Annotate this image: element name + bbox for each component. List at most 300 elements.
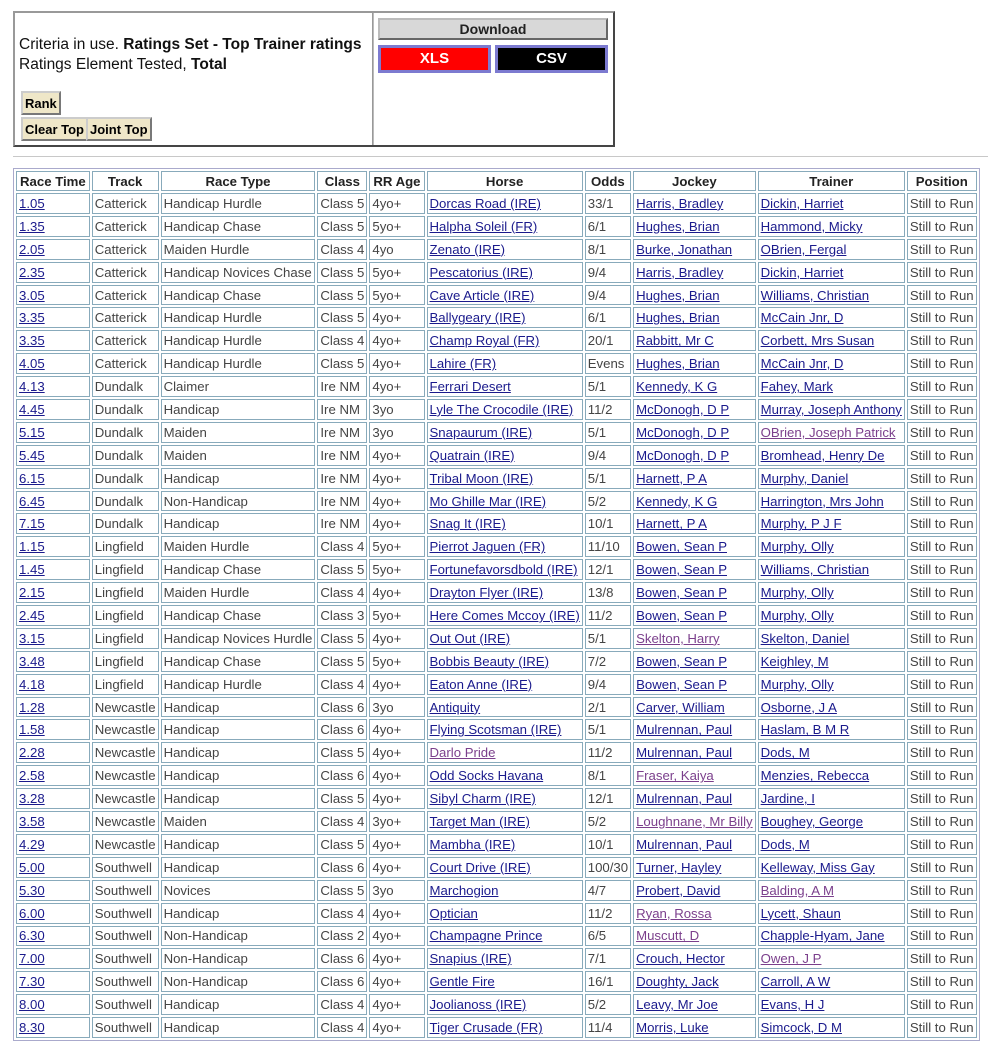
jockey-link[interactable]: Skelton, Harry (636, 630, 720, 646)
cell-track: Lingfield (92, 559, 159, 580)
jockey-link[interactable]: Leavy, Mr Joe (636, 997, 718, 1013)
cell-class: Class 6 (317, 948, 367, 969)
horse-link[interactable]: Bobbis Beauty (IRE) (429, 653, 549, 669)
cell-jockey (633, 742, 756, 763)
horse-link[interactable]: Zenato (IRE) (429, 241, 506, 257)
cell-class: Class 4 (317, 811, 367, 832)
race-time-link[interactable]: 5.45 (19, 447, 45, 463)
race-time-link[interactable]: 1.28 (19, 699, 45, 715)
jockey-link[interactable]: McDonogh, D P (636, 424, 730, 440)
table-header-row (16, 171, 977, 191)
jockey-link[interactable]: McDonogh, D P (636, 401, 730, 417)
trainer-link[interactable]: OBrien, Fergal (760, 241, 847, 257)
cell-class: Class 6 (317, 971, 367, 992)
cell-track: Dundalk (92, 513, 159, 534)
horse-link[interactable]: Pierrot Jaguen (FR) (429, 539, 546, 555)
cell-trainer (758, 880, 905, 901)
column-header-position: Position (907, 171, 977, 191)
cell-race-type: Handicap Chase (161, 651, 316, 672)
cell-race-time (16, 513, 90, 534)
race-time-link[interactable]: 4.29 (19, 836, 45, 852)
jockey-link[interactable]: Fraser, Kaiya (636, 768, 714, 784)
jockey-link[interactable]: Mulrennan, Paul (636, 745, 733, 761)
horse-link[interactable]: Out Out (IRE) (429, 630, 511, 646)
cell-race-type: Handicap (161, 903, 316, 924)
cell-class: Class 4 (317, 536, 367, 557)
jockey-link[interactable]: Muscutt, D (636, 928, 700, 944)
horse-link[interactable]: Eaton Anne (IRE) (429, 676, 533, 692)
jockey-link[interactable]: Carver, William (636, 699, 725, 715)
jockey-link[interactable]: Turner, Hayley (636, 859, 722, 875)
trainer-link[interactable]: Dods, M (760, 836, 810, 852)
trainer-link[interactable]: Murphy, Olly (760, 539, 834, 555)
race-time-link[interactable]: 3.35 (19, 333, 45, 349)
jockey-link[interactable]: Hughes, Brian (636, 310, 720, 326)
table-row (16, 903, 977, 924)
cell-rr-age: 4yo+ (369, 719, 424, 740)
cell-race-time (16, 468, 90, 489)
trainer-link[interactable]: Skelton, Daniel (760, 630, 850, 646)
cell-rr-age: 5yo+ (369, 605, 424, 626)
xls-download-button[interactable]: XLS (378, 45, 491, 73)
race-time-link[interactable]: 5.00 (19, 859, 45, 875)
table-row (16, 513, 977, 534)
cell-jockey (633, 971, 756, 992)
clear-top-button[interactable]: Clear Top (21, 117, 88, 141)
race-time-link[interactable]: 5.15 (19, 424, 45, 440)
horse-link[interactable]: Champagne Prince (429, 928, 543, 944)
horse-link[interactable]: Dorcas Road (IRE) (429, 195, 541, 211)
cell-odds: 11/10 (585, 536, 631, 557)
cell-jockey (633, 697, 756, 718)
horse-link[interactable]: Champ Royal (FR) (429, 333, 540, 349)
cell-rr-age: 4yo+ (369, 193, 424, 214)
trainer-link[interactable]: Fahey, Mark (760, 379, 833, 395)
cell-jockey (633, 719, 756, 740)
trainer-link[interactable]: Chapple-Hyam, Jane (760, 928, 885, 944)
trainer-link[interactable]: Hammond, Micky (760, 218, 863, 234)
table-row (16, 399, 977, 420)
race-time-link[interactable]: 1.15 (19, 539, 45, 555)
table-row (16, 559, 977, 580)
jockey-link[interactable]: Kennedy, K G (636, 493, 718, 509)
trainer-link[interactable]: Murphy, Olly (760, 585, 834, 601)
cell-horse (427, 926, 583, 947)
jockey-link[interactable]: Bowen, Sean P (636, 653, 727, 669)
table-row (16, 834, 977, 855)
trainer-link[interactable]: Lycett, Shaun (760, 905, 841, 921)
cell-class: Class 5 (317, 307, 367, 328)
table-row (16, 239, 977, 260)
trainer-link[interactable]: Osborne, J A (760, 699, 837, 715)
csv-download-button[interactable]: CSV (495, 45, 608, 73)
cell-track: Catterick (92, 285, 159, 306)
horse-link[interactable]: Lahire (FR) (429, 356, 497, 372)
race-time-link[interactable]: 6.15 (19, 470, 45, 486)
cell-track: Lingfield (92, 605, 159, 626)
cell-track: Dundalk (92, 376, 159, 397)
cell-race-type: Novices (161, 880, 316, 901)
cell-track: Newcastle (92, 765, 159, 786)
column-header-horse: Horse (427, 171, 583, 191)
cell-trainer (758, 376, 905, 397)
race-time-link[interactable]: 3.35 (19, 310, 45, 326)
cell-jockey (633, 193, 756, 214)
race-time-link[interactable]: 4.45 (19, 401, 45, 417)
jockey-link[interactable]: Probert, David (636, 882, 721, 898)
horse-link[interactable]: Optician (429, 905, 478, 921)
cell-class: Class 5 (317, 651, 367, 672)
trainer-link[interactable]: Murphy, P J F (760, 516, 842, 532)
race-time-link[interactable]: 3.28 (19, 791, 45, 807)
cell-rr-age: 4yo+ (369, 1017, 424, 1038)
cell-trainer (758, 926, 905, 947)
cell-race-time (16, 994, 90, 1015)
cell-horse (427, 903, 583, 924)
cell-track: Southwell (92, 994, 159, 1015)
cell-race-time (16, 651, 90, 672)
trainer-link[interactable]: Dods, M (760, 745, 810, 761)
cell-track: Southwell (92, 971, 159, 992)
cell-trainer (758, 330, 905, 351)
cell-rr-age: 4yo+ (369, 788, 424, 809)
race-time-link[interactable]: 2.45 (19, 607, 45, 623)
trainer-link[interactable]: Dickin, Harriet (760, 264, 844, 280)
jockey-link[interactable]: Hughes, Brian (636, 356, 720, 372)
race-time-link[interactable]: 8.00 (19, 997, 45, 1013)
cell-odds: 5/1 (585, 628, 631, 649)
cell-trainer (758, 971, 905, 992)
race-time-link[interactable]: 8.30 (19, 1020, 45, 1035)
cell-trainer (758, 994, 905, 1015)
cell-rr-age: 4yo+ (369, 582, 424, 603)
cell-horse (427, 216, 583, 237)
horse-link[interactable]: Flying Scotsman (IRE) (429, 722, 562, 738)
trainer-link[interactable]: Carroll, A W (760, 974, 831, 990)
table-row (16, 445, 977, 466)
race-time-link[interactable]: 1.35 (19, 218, 45, 234)
trainer-link[interactable]: Murphy, Daniel (760, 470, 849, 486)
cell-track: Dundalk (92, 422, 159, 443)
cell-horse (427, 628, 583, 649)
cell-race-time (16, 948, 90, 969)
trainer-link[interactable]: Simcock, D M (760, 1020, 842, 1035)
cell-jockey (633, 582, 756, 603)
cell-track: Dundalk (92, 445, 159, 466)
race-time-link[interactable]: 6.45 (19, 493, 45, 509)
trainer-link[interactable]: Williams, Christian (760, 562, 870, 578)
jockey-link[interactable]: Bowen, Sean P (636, 562, 727, 578)
horse-link[interactable]: Joolianoss (IRE) (429, 997, 527, 1013)
trainer-link[interactable]: OBrien, Joseph Patrick (760, 424, 896, 440)
column-header-track: Track (92, 171, 159, 191)
cell-rr-age: 3yo (369, 880, 424, 901)
jockey-link[interactable]: Harnett, P A (636, 470, 707, 486)
cell-track: Southwell (92, 948, 159, 969)
cell-position: Still to Run (907, 239, 977, 260)
cell-jockey (633, 422, 756, 443)
cell-race-type: Handicap (161, 788, 316, 809)
cell-trainer (758, 788, 905, 809)
table-row (16, 628, 977, 649)
trainer-link[interactable]: Murray, Joseph Anthony (760, 401, 902, 417)
race-time-link[interactable]: 3.58 (19, 813, 45, 829)
cell-race-time (16, 399, 90, 420)
race-time-link[interactable]: 2.35 (19, 264, 45, 280)
cell-rr-age: 5yo+ (369, 559, 424, 580)
race-time-link[interactable]: 1.45 (19, 562, 45, 578)
jockey-link[interactable]: Loughnane, Mr Billy (636, 813, 753, 829)
horse-link[interactable]: Tiger Crusade (FR) (429, 1020, 543, 1035)
cell-position: Still to Run (907, 422, 977, 443)
cell-class: Class 5 (317, 285, 367, 306)
cell-track: Lingfield (92, 536, 159, 557)
race-time-link[interactable]: 4.18 (19, 676, 45, 692)
jockey-link[interactable]: Hughes, Brian (636, 218, 720, 234)
cell-jockey (633, 468, 756, 489)
cell-jockey (633, 605, 756, 626)
race-time-link[interactable]: 1.05 (19, 195, 45, 211)
trainer-link[interactable]: Murphy, Olly (760, 607, 834, 623)
cell-odds: 5/2 (585, 491, 631, 512)
table-row (16, 582, 977, 603)
jockey-link[interactable]: Doughty, Jack (636, 974, 719, 990)
cell-race-time (16, 971, 90, 992)
column-header-trainer: Trainer (758, 171, 905, 191)
cell-horse (427, 239, 583, 260)
cell-rr-age: 4yo+ (369, 353, 424, 374)
jockey-link[interactable]: Hughes, Brian (636, 287, 720, 303)
cell-horse (427, 536, 583, 557)
jockey-link[interactable]: Harnett, P A (636, 516, 707, 532)
cell-jockey (633, 559, 756, 580)
column-header-jockey: Jockey (633, 171, 756, 191)
trainer-link[interactable]: Menzies, Rebecca (760, 768, 870, 784)
cell-class: Class 5 (317, 559, 367, 580)
cell-track: Dundalk (92, 491, 159, 512)
cell-horse (427, 262, 583, 283)
cell-race-type: Maiden (161, 422, 316, 443)
horse-link[interactable]: Drayton Flyer (IRE) (429, 585, 544, 601)
trainer-link[interactable]: Balding, A M (760, 882, 834, 898)
horse-link[interactable]: Quatrain (IRE) (429, 447, 515, 463)
cell-odds: 6/1 (585, 307, 631, 328)
trainer-link[interactable]: Murphy, Olly (760, 676, 834, 692)
cell-track: Lingfield (92, 674, 159, 695)
cell-class: Class 2 (317, 926, 367, 947)
race-time-link[interactable]: 2.05 (19, 241, 45, 257)
horse-link[interactable]: Halpha Soleil (FR) (429, 218, 538, 234)
cell-rr-age: 4yo+ (369, 445, 424, 466)
table-row (16, 285, 977, 306)
trainer-link[interactable]: Owen, J P (760, 951, 822, 967)
cell-odds: 6/1 (585, 216, 631, 237)
horse-link[interactable]: Lyle The Crocodile (IRE) (429, 401, 574, 417)
jockey-link[interactable]: Bowen, Sean P (636, 607, 727, 623)
trainer-link[interactable]: Bromhead, Henry De (760, 447, 885, 463)
jockey-link[interactable]: Bowen, Sean P (636, 539, 727, 555)
cell-race-time (16, 353, 90, 374)
cell-position: Still to Run (907, 651, 977, 672)
cell-trainer (758, 422, 905, 443)
horse-link[interactable]: Court Drive (IRE) (429, 859, 531, 875)
race-time-link[interactable]: 1.58 (19, 722, 45, 738)
horse-link[interactable]: Antiquity (429, 699, 481, 715)
cell-track: Catterick (92, 353, 159, 374)
race-time-link[interactable]: 3.15 (19, 630, 45, 646)
cell-odds: 20/1 (585, 330, 631, 351)
cell-class: Class 5 (317, 193, 367, 214)
rank-button[interactable]: Rank (21, 91, 61, 115)
jockey-link[interactable]: McDonogh, D P (636, 447, 730, 463)
race-time-link[interactable]: 7.00 (19, 951, 45, 967)
cell-trainer (758, 582, 905, 603)
cell-rr-age: 4yo+ (369, 742, 424, 763)
cell-track: Catterick (92, 262, 159, 283)
cell-class: Ire NM (317, 445, 367, 466)
jockey-link[interactable]: Harris, Bradley (636, 264, 724, 280)
cell-jockey (633, 811, 756, 832)
cell-jockey (633, 399, 756, 420)
jockey-link[interactable]: Rabbitt, Mr C (636, 333, 714, 349)
trainer-link[interactable]: Keighley, M (760, 653, 829, 669)
joint-top-button[interactable]: Joint Top (86, 117, 152, 141)
horse-link[interactable]: Here Comes Mccoy (IRE) (429, 607, 580, 623)
horse-link[interactable]: Marchogion (429, 882, 499, 898)
trainer-link[interactable]: McCain Jnr, D (760, 356, 844, 372)
horse-link[interactable]: Mo Ghille Mar (IRE) (429, 493, 547, 509)
cell-jockey (633, 834, 756, 855)
cell-race-type: Claimer (161, 376, 316, 397)
cell-trainer (758, 193, 905, 214)
table-row (16, 674, 977, 695)
race-time-link[interactable]: 6.30 (19, 928, 45, 944)
cell-odds: 11/2 (585, 903, 631, 924)
cell-horse (427, 193, 583, 214)
jockey-link[interactable]: Harris, Bradley (636, 195, 724, 211)
cell-rr-age: 4yo+ (369, 307, 424, 328)
cell-trainer (758, 674, 905, 695)
cell-jockey (633, 628, 756, 649)
cell-jockey (633, 353, 756, 374)
horse-link[interactable]: Pescatorius (IRE) (429, 264, 533, 280)
race-time-link[interactable]: 6.00 (19, 905, 45, 921)
horse-link[interactable]: Target Man (IRE) (429, 813, 530, 829)
cell-position: Still to Run (907, 903, 977, 924)
cell-position: Still to Run (907, 926, 977, 947)
jockey-link[interactable]: Burke, Jonathan (636, 241, 733, 257)
cell-class: Ire NM (317, 491, 367, 512)
horse-link[interactable]: Snag It (IRE) (429, 516, 506, 532)
criteria-text (19, 35, 362, 75)
race-time-link[interactable]: 2.28 (19, 745, 45, 761)
cell-odds: 5/1 (585, 468, 631, 489)
cell-class: Class 5 (317, 742, 367, 763)
cell-jockey (633, 926, 756, 947)
cell-race-type: Non-Handicap (161, 926, 316, 947)
horse-link[interactable]: Gentle Fire (429, 974, 495, 990)
jockey-link[interactable]: Mulrennan, Paul (636, 791, 733, 807)
trainer-link[interactable]: Corbett, Mrs Susan (760, 333, 875, 349)
race-time-link[interactable]: 3.05 (19, 287, 45, 303)
cell-trainer (758, 536, 905, 557)
race-time-link[interactable]: 7.15 (19, 516, 45, 532)
race-time-link[interactable]: 4.05 (19, 356, 45, 372)
jockey-link[interactable]: Kennedy, K G (636, 379, 718, 395)
cell-jockey (633, 948, 756, 969)
trainer-link[interactable]: Kelleway, Miss Gay (760, 859, 875, 875)
race-time-link[interactable]: 5.30 (19, 882, 45, 898)
jockey-link[interactable]: Ryan, Rossa (636, 905, 712, 921)
table-row (16, 353, 977, 374)
jockey-link[interactable]: Mulrennan, Paul (636, 722, 733, 738)
trainer-link[interactable]: Jardine, I (760, 791, 815, 807)
cell-track: Lingfield (92, 651, 159, 672)
horse-link[interactable]: Sibyl Charm (IRE) (429, 791, 536, 807)
trainer-link[interactable]: Boughey, George (760, 813, 864, 829)
cell-race-type: Handicap (161, 994, 316, 1015)
cell-race-type: Handicap Chase (161, 216, 316, 237)
race-time-link[interactable]: 7.30 (19, 974, 45, 990)
cell-trainer (758, 765, 905, 786)
criteria-prefix: Criteria in use. (19, 36, 119, 53)
trainer-link[interactable]: Evans, H J (760, 997, 825, 1013)
trainer-link[interactable]: Haslam, B M R (760, 722, 850, 738)
cell-horse (427, 880, 583, 901)
race-time-link[interactable]: 4.13 (19, 379, 45, 395)
horse-link[interactable]: Tribal Moon (IRE) (429, 470, 534, 486)
cell-rr-age: 4yo+ (369, 948, 424, 969)
race-time-link[interactable]: 2.58 (19, 768, 45, 784)
horse-link[interactable]: Ballygeary (IRE) (429, 310, 526, 326)
horse-link[interactable]: Snapaurum (IRE) (429, 424, 533, 440)
trainer-link[interactable]: Williams, Christian (760, 287, 870, 303)
cell-odds: 12/1 (585, 788, 631, 809)
horse-link[interactable]: Mambha (IRE) (429, 836, 516, 852)
cell-jockey (633, 513, 756, 534)
table-row (16, 719, 977, 740)
horse-link[interactable]: Ferrari Desert (429, 379, 511, 395)
jockey-link[interactable]: Mulrennan, Paul (636, 836, 733, 852)
cell-horse (427, 468, 583, 489)
jockey-link[interactable]: Morris, Luke (636, 1020, 709, 1035)
cell-rr-age: 3yo (369, 697, 424, 718)
cell-horse (427, 674, 583, 695)
horse-link[interactable]: Snapius (IRE) (429, 951, 512, 967)
horse-link[interactable]: Darlo Pride (429, 745, 496, 761)
horse-link[interactable]: Cave Article (IRE) (429, 287, 535, 303)
jockey-link[interactable]: Bowen, Sean P (636, 585, 727, 601)
cell-rr-age: 4yo+ (369, 903, 424, 924)
cell-horse (427, 1017, 583, 1038)
cell-track: Lingfield (92, 582, 159, 603)
jockey-link[interactable]: Crouch, Hector (636, 951, 725, 967)
trainer-link[interactable]: Harrington, Mrs John (760, 493, 884, 509)
cell-race-type: Handicap Chase (161, 605, 316, 626)
cell-horse (427, 697, 583, 718)
race-time-link[interactable]: 2.15 (19, 585, 45, 601)
race-time-link[interactable]: 3.48 (19, 653, 45, 669)
horse-link[interactable]: Odd Socks Havana (429, 768, 544, 784)
trainer-link[interactable]: Dickin, Harriet (760, 195, 844, 211)
trainer-link[interactable]: McCain Jnr, D (760, 310, 844, 326)
table-row (16, 376, 977, 397)
cell-class: Ire NM (317, 376, 367, 397)
jockey-link[interactable]: Bowen, Sean P (636, 676, 727, 692)
cell-rr-age: 4yo+ (369, 628, 424, 649)
horse-link[interactable]: Fortunefavorsdbold (IRE) (429, 562, 578, 578)
cell-track: Newcastle (92, 697, 159, 718)
